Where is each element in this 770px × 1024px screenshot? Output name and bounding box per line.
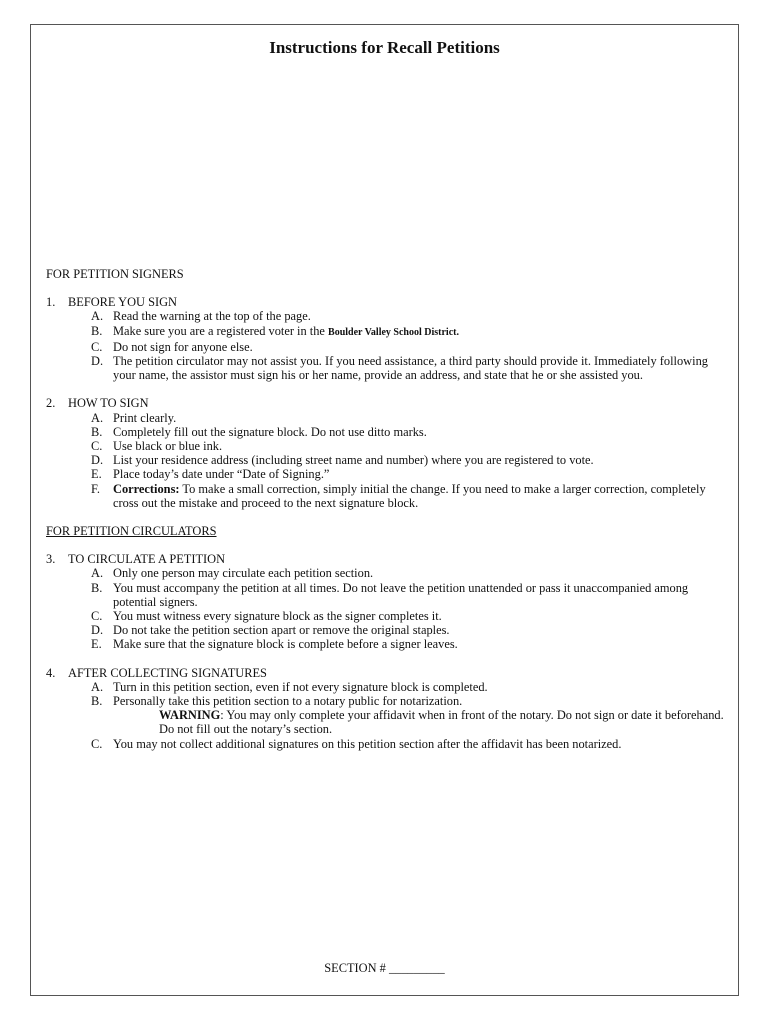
section-heading <box>46 295 726 309</box>
warning-text: : You may only complete your affidavit when in front of the notary. Do not sign or date it beforehand. Do not fill out the notary’s section. <box>159 708 724 737</box>
item-letter: B. <box>91 580 103 595</box>
section-number-field: SECTION # _________ <box>324 961 445 975</box>
section-title: HOW TO SIGN <box>68 396 149 411</box>
item-text: The petition circulator may not assist you. If you need assistance, a third party should provide it. Immediately following your name, the assistor must sign his or her name, provide an address, and state that he or she assisted you. <box>113 354 708 383</box>
section-how-to-sign <box>46 396 726 510</box>
list-item <box>91 340 726 354</box>
list-item <box>91 309 726 323</box>
section-heading <box>46 552 726 566</box>
list-item <box>91 439 726 453</box>
item-letter: D. <box>91 623 104 638</box>
circulators-heading: FOR PETITION CIRCULATORS <box>46 524 217 539</box>
list-item <box>91 425 726 439</box>
list-item <box>91 354 726 382</box>
page-title: Instructions for Recall Petitions <box>269 38 500 57</box>
section-number: 1. <box>46 295 56 310</box>
list-item <box>91 453 726 467</box>
item-letter: A. <box>91 679 104 694</box>
item-letter: B. <box>91 323 103 338</box>
item-text: Read the warning at the top of the page. <box>113 309 311 324</box>
list-item <box>91 737 726 751</box>
item-letter: C. <box>91 339 103 354</box>
district-name: Boulder Valley School District. <box>328 326 459 338</box>
item-letter: A. <box>91 566 104 581</box>
list-item <box>91 482 726 510</box>
warning-label: WARNING <box>159 708 221 723</box>
item-letter: F. <box>91 481 100 496</box>
section-title: AFTER COLLECTING SIGNATURES <box>68 665 267 680</box>
item-text: You may not collect additional signatures on this petition section after the affidavit has been notarized. <box>113 736 622 751</box>
list-item <box>91 609 726 623</box>
item-text-part: To make a small correction, simply initial the change. If you need to make a larger correction, completely cross out the mistake and proceed to the next signature block. <box>113 481 706 510</box>
item-text: Personally take this petition section to a notary public for notarization. <box>113 694 463 709</box>
item-letter: E. <box>91 637 102 652</box>
list-item <box>91 637 726 651</box>
list-item <box>91 694 726 708</box>
item-text: Print clearly. <box>113 410 177 425</box>
item-text: Place today’s date under “Date of Signing.” <box>113 467 330 482</box>
signers-heading: FOR PETITION SIGNERS <box>46 267 184 281</box>
instructions-content <box>46 267 726 751</box>
section-to-circulate <box>46 552 726 651</box>
warning-note <box>159 708 726 736</box>
document-page <box>30 24 739 996</box>
section-title: BEFORE YOU SIGN <box>68 295 177 310</box>
list-item <box>91 581 726 609</box>
item-text: Do not take the petition section apart or remove the original staples. <box>113 623 450 638</box>
item-letter: C. <box>91 439 103 454</box>
item-text: Turn in this petition section, even if not every signature block is completed. <box>113 679 488 694</box>
corrections-label: Corrections: <box>113 481 180 496</box>
list-item <box>91 467 726 481</box>
list-item <box>91 324 726 340</box>
item-text: You must accompany the petition at all times. Do not leave the petition unattended or pass it unaccompanied among potential signers. <box>113 580 689 609</box>
section-heading <box>46 396 726 410</box>
item-text <box>113 482 726 510</box>
list-item <box>91 411 726 425</box>
item-letter: C. <box>91 609 103 624</box>
list-item <box>91 566 726 580</box>
item-letter: A. <box>91 309 104 324</box>
section-number: 3. <box>46 552 56 567</box>
item-letter: D. <box>91 453 104 468</box>
section-number: 4. <box>46 665 56 680</box>
section-heading <box>46 666 726 680</box>
item-text: Use black or blue ink. <box>113 439 223 454</box>
section-title: TO CIRCULATE A PETITION <box>68 552 226 567</box>
item-text: You must witness every signature block as the signer completes it. <box>113 609 442 624</box>
item-text: Only one person may circulate each petition section. <box>113 566 374 581</box>
item-text: Do not sign for anyone else. <box>113 339 253 354</box>
item-text: Completely fill out the signature block. Do not use ditto marks. <box>113 424 427 439</box>
section-number: 2. <box>46 396 56 411</box>
item-letter: C. <box>91 736 103 751</box>
section-before-you-sign <box>46 295 726 382</box>
item-letter: E. <box>91 467 102 482</box>
item-letter: B. <box>91 694 103 709</box>
item-text <box>113 324 726 340</box>
list-item <box>91 623 726 637</box>
section-after-collecting <box>46 666 726 751</box>
item-letter: A. <box>91 410 104 425</box>
item-text-part: Make sure you are a registered voter in the <box>113 323 329 338</box>
item-letter: B. <box>91 424 103 439</box>
list-item <box>91 680 726 694</box>
item-letter: D. <box>91 354 104 369</box>
item-text: List your residence address (including street name and number) where you are registered to vote. <box>113 453 594 468</box>
item-text: Make sure that the signature block is complete before a signer leaves. <box>113 637 458 652</box>
